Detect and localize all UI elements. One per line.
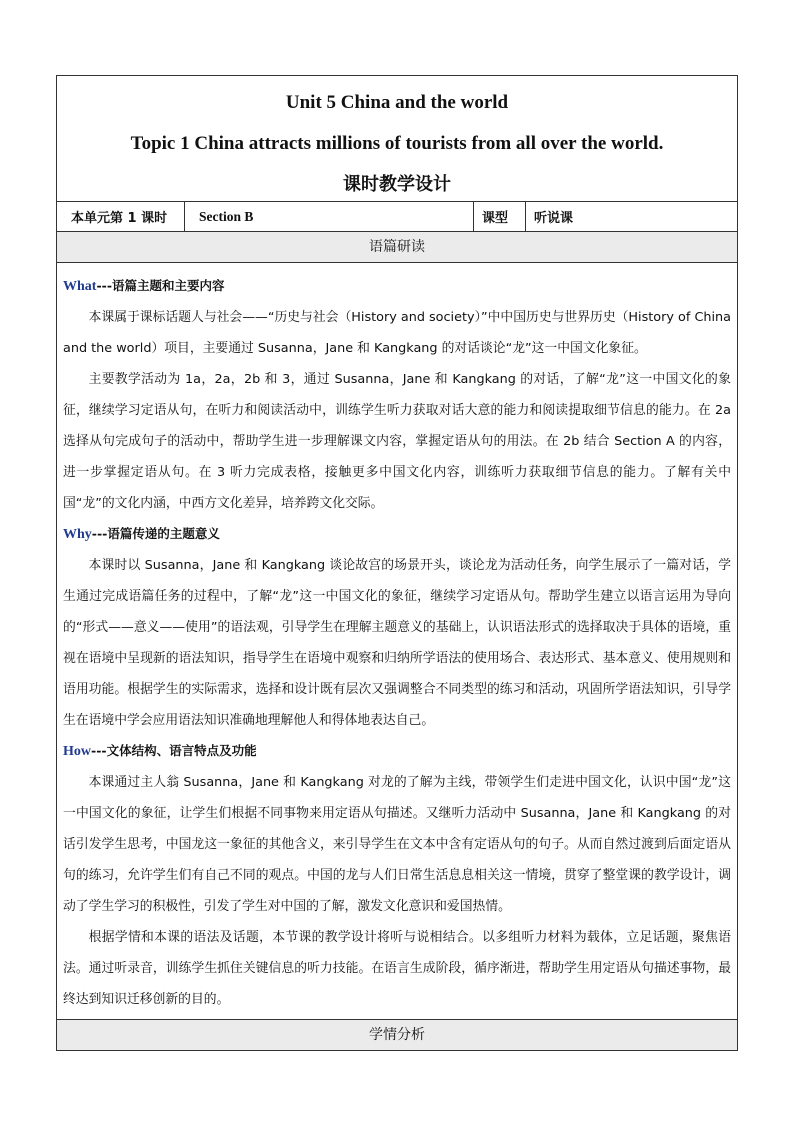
lesson-type-value-cell bbox=[526, 202, 737, 231]
lesson-number-label: 本单元第 1 课时 bbox=[71, 211, 168, 226]
how-paragraph-2: 根据学情和本课的语法及话题，本节课的教学设计将听与说相结合。以多组听力材料为载体，立足话题，聚焦语法。通过听录音，训练学生抓住关键信息的听力技能。在语言生成阶段，循序渐进，帮助学生用定语从句描述事物，最终达到知识迁移创新的目的。 bbox=[63, 930, 731, 1007]
reading-analysis-header: 语篇研读 bbox=[57, 232, 737, 263]
lesson-type-label: 课型 bbox=[482, 211, 509, 226]
design-title: 课时教学设计 bbox=[343, 174, 451, 195]
title-block bbox=[57, 76, 737, 202]
what-paragraph-2: 主要教学活动为 1a，2a，2b 和 3，通过 Susanna，Jane 和 Kangkang 的对话，了解“龙”这一中国文化的象征，继续学习定语从句，在听力和阅读活动中，训练学生听力获取对话大意的能力和阅读提取细节信息的能力。在 2a 选择从句完成句子的活动中，帮助学生进一步理解课文内容，掌握定语从句的用法。在 2b 结合 Section A 的内容，进一步掌握定语从句。在 3 听力完成表格，接触更多中国文化内容，训练听力获取细节信息的能力。了解有关中国“龙”的文化内涵，中西方文化差异，培养跨文化交际。 bbox=[63, 372, 731, 511]
how-label: ---文体结构、语言特点及功能 bbox=[91, 743, 257, 758]
section-cell bbox=[185, 202, 474, 231]
section-value: Section B bbox=[199, 208, 254, 224]
reading-analysis-content bbox=[57, 263, 737, 1019]
lesson-number-cell bbox=[57, 202, 185, 231]
lesson-type-label-cell bbox=[474, 202, 526, 231]
student-analysis-header: 学情分析 bbox=[57, 1019, 737, 1050]
why-paragraph-1: 本课时以 Susanna，Jane 和 Kangkang 谈论故宫的场景开头，谈论龙为活动任务，向学生展示了一篇对话，学生通过完成语篇任务的过程中，了解“龙”这一中国文化的象征，继续学习定语从句。帮助学生建立以语言运用为导向的“形式——意义——使用”的语法观，引导学生在理解主题意义的基础上，认识语法形式的选择取决于具体的语境，重视在语境中呈现新的语法知识，指导学生在语境中观察和归纳所学语法的使用场合、表达形式、基本意义、使用规则和语用功能。根据学生的实际需求，选择和设计既有层次又强调整合不同类型的练习和活动，巩固所学语法知识，引导学生在语境中学会应用语法知识准确地理解他人和得体地表达自己。 bbox=[63, 558, 731, 728]
why-key: Why bbox=[63, 527, 92, 542]
what-key: What bbox=[63, 279, 97, 294]
how-key: How bbox=[63, 744, 91, 759]
why-heading bbox=[63, 519, 731, 550]
lesson-type-value: 听说课 bbox=[534, 211, 574, 226]
lesson-info-row bbox=[57, 202, 737, 232]
why-label: ---语篇传递的主题意义 bbox=[91, 526, 220, 541]
unit-title: Unit 5 China and the world bbox=[285, 92, 509, 113]
what-paragraph-1: 本课属于课标话题人与社会——“历史与社会（History and society）”中中国历史与世界历史（History of China and the world）项目，主要通过 Susanna，Jane 和 Kangkang 的对话谈论“龙”这一中国文化象征。 bbox=[63, 310, 731, 356]
how-paragraph-1: 本课通过主人翁 Susanna，Jane 和 Kangkang 对龙的了解为主线，带领学生们走进中国文化，认识中国“龙”这一中国文化的象征，让学生们根据不同事物来用定语从句描述。又继听力活动中 Susanna，Jane 和 Kangkang 的对话引发学生思考，中国龙这一象征的其他含义，来引导学生在文本中含有定语从句的句子。从而自然过渡到后面定语从句的练习，允许学生们有自己不同的观点。中国的龙与人们日常生活息息相关这一情境，贯穿了整堂课的教学设计，调动了学生学习的积极性，引发了学生对中国的了解，激发文化意识和爱国热情。 bbox=[63, 775, 731, 914]
what-label: ---语篇主题和主要内容 bbox=[96, 278, 225, 293]
topic-title: Topic 1 China attracts millions of tourists from all over the world. bbox=[130, 133, 664, 154]
what-heading bbox=[63, 271, 731, 302]
lesson-design-table bbox=[56, 75, 738, 1051]
how-heading bbox=[63, 736, 731, 767]
